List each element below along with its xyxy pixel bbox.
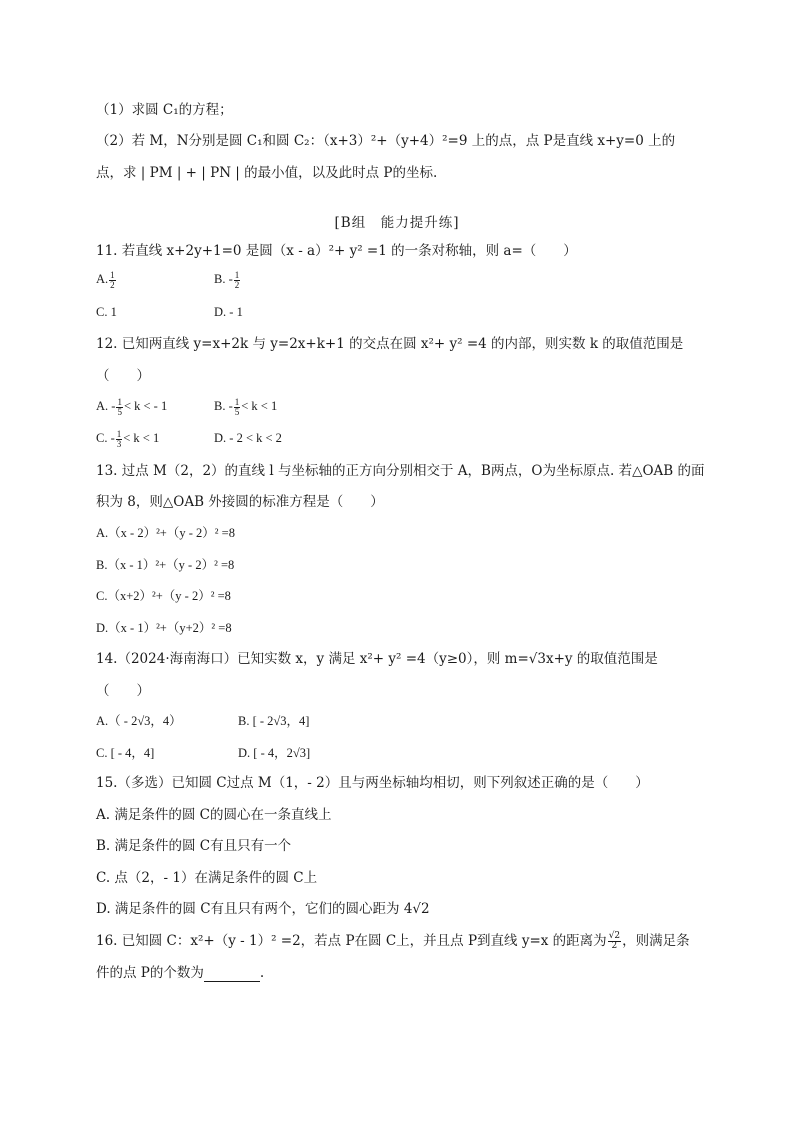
q12-option-b-suffix: < k < 1 [241,399,278,413]
q12-option-c-den: 3 [116,438,122,449]
section-title: [B组 能力提升练] [334,215,460,231]
q14-option-b: B. [ - 2√3，4] [238,714,310,728]
q11-stem: 11. 若直线 x+2y+1=0 是圆（x - a）²+ y² =1 的一条对称轴，则 a=（ ） [96,243,577,259]
q13-option-b: B.（x - 1）²+（y - 2）² =8 [96,558,235,572]
q14-stem-line2: （ ） [96,683,150,699]
q12-option-c-num: 1 [116,428,122,439]
q16-frac-den: 2 [611,941,618,951]
q14-option-a: A.（ - 2√3，4） [96,714,182,728]
q12-option-a-num: 1 [117,396,122,407]
q13-stem-line1: 13. 过点 M（2，2）的直线 l 与坐标轴的正方向分别相交于 A，B两点，O为坐标原点. 若△OAB 的面 [96,463,705,479]
q12-option-a-suffix: < k < - 1 [123,399,168,413]
q14-option-d: D. [ - 4，2√3] [238,746,311,760]
q11-option-c: C. 1 [96,305,117,319]
prev-part2-line2: 点，求 | PM | + | PN | 的最小值，以及此时点 P的坐标. [96,165,438,181]
q12-option-c-prefix: C. - [96,431,115,445]
q12-option-b-num: 1 [234,396,240,407]
q15-option-b: B. 满足条件的圆 C有且只有一个 [96,838,292,854]
q16-period: . [259,965,265,981]
q12-option-a-fraction [116,398,123,417]
q11-option-a-prefix: A. [96,272,109,286]
q12-option-b-prefix: B. - [214,399,233,413]
q13-stem-line2: 积为 8，则△OAB 外接圆的标准方程是（ ） [96,494,384,510]
q16-stem-line2 [96,964,264,982]
q11-option-a-num: 1 [110,269,115,280]
q13-option-a: A.（x - 2）²+（y - 2）² =8 [96,526,235,540]
q12-stem-line2: （ ） [96,368,150,384]
q12-option-a-prefix: A. - [96,399,116,413]
q12-stem-line1: 12. 已知两直线 y=x+2k 与 y=2x+k+1 的交点在圆 x²+ y² =4 的内部，则实数 k 的取值范围是 [96,336,684,352]
q15-stem: 15.（多选）已知圆 C过点 M（1，- 2）且与两坐标轴均相切，则下列叙述正确的是（ ） [96,775,649,791]
q12-option-a [96,397,167,417]
q12-option-b-fraction [234,398,241,417]
q16-stem-line2-text: 件的点 P的个数为 [96,965,204,981]
q12-option-c-suffix: < k < 1 [123,431,160,445]
q11-option-a-den: 2 [110,279,115,290]
q15-option-c: C. 点（2，- 1）在满足条件的圆 C上 [96,870,318,886]
q12-option-d: D. - 2 < k < 2 [214,431,282,445]
q12-option-b-den: 5 [234,406,240,417]
q11-option-b-den: 2 [234,279,240,290]
q13-option-c: C.（x+2）²+（y - 2）² =8 [96,589,231,603]
q12-option-c-fraction [116,430,123,449]
prev-part2-line1: （2）若 M，N分别是圆 C₁和圆 C₂：（x+3）²+（y+4）²=9 上的点，点 P是直线 x+y=0 上的 [96,133,676,149]
q11-option-d: D. - 1 [214,305,243,319]
q11-option-a [96,270,117,290]
q11-option-b-num: 1 [234,269,240,280]
q12-option-a-den: 5 [117,406,122,417]
q13-option-d: D.（x - 1）²+（y+2）² =8 [96,621,232,635]
q11-option-b [214,270,241,290]
q12-option-b [214,397,277,417]
q16-stem-part-b: ，则满足条 [622,933,690,949]
q16-stem-part-a: 16. 已知圆 C：x²+（y - 1）² =2，若点 P在圆 C上，并且点 P到直线 y=x 的距离为 [96,933,607,949]
q15-option-a: A. 满足条件的圆 C的圆心在一条直线上 [96,807,332,823]
q16-frac-num: √2 [608,931,621,941]
q16-distance-fraction [608,932,621,951]
q11-option-a-fraction [109,271,116,290]
prev-part1: （1）求圆 C₁的方程； [96,102,233,118]
q11-option-b-fraction [234,271,241,290]
q16-answer-blank[interactable] [204,967,260,982]
q16-stem-line1 [96,932,690,951]
q15-option-d: D. 满足条件的圆 C有且只有两个，它们的圆心距为 4√2 [96,901,430,917]
q14-option-c: C. [ - 4，4] [96,746,155,760]
q14-stem-line1: 14.（2024·海南海口）已知实数 x，y 满足 x²+ y² =4（y≥0），则 m=√3x+y 的取值范围是 [96,651,658,667]
q12-option-c [96,429,159,449]
q11-option-b-prefix: B. - [214,272,233,286]
